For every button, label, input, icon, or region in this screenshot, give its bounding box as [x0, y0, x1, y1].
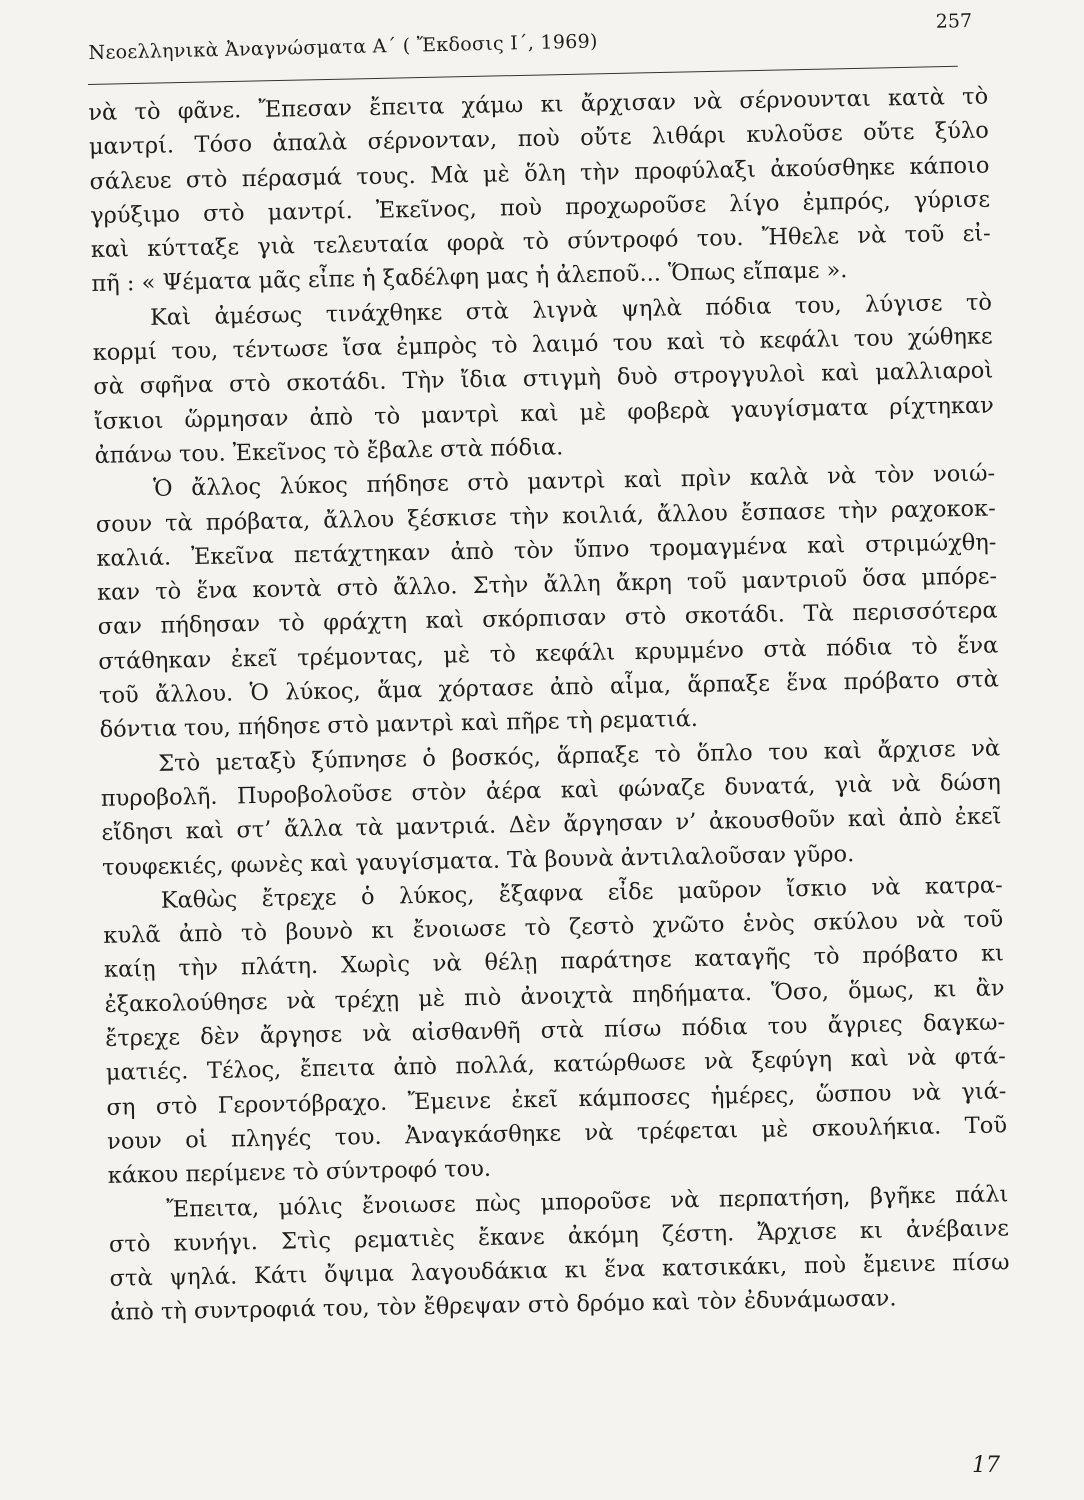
running-head — [88, 10, 979, 80]
text-line: πυροβολῆ. Πυροβολοῦσε στὸν ἀέρα καὶ φώναζε δυνατά, γιὰ νὰ δώση — [100, 769, 1001, 812]
body-text — [88, 80, 1010, 1331]
signature-mark: 17 — [972, 1453, 1000, 1478]
text-line: ση στὸ Γεροντόβραχο. Ἔμεινε ἐκεῖ κάμποσες ἡμέρες, ὥσπου νὰ γιά- — [106, 1077, 1007, 1121]
running-title: Νεοελληνικὰ Ἀναγνώσματα Α΄ ( Ἔκδοσις Ι΄, 1969) — [88, 30, 599, 64]
text-line: κορμί του, τέντωσε ἴσα ἐμπρὸς τὸ λαιμό του καὶ τὸ κεφάλι του χώθηκε — [92, 323, 993, 367]
text-line: τοῦ ἄλλου. Ὁ λύκος, ἅμα χόρτασε ἀπὸ αἷμα, ἅρπαξε ἕνα πρόβατο στὰ — [98, 666, 1000, 709]
text-line: ἴσκιοι ὥρμησαν ἀπὸ τὸ μαντρὶ καὶ μὲ φοβερὰ γαυγίσματα ρίχτηκαν — [93, 392, 995, 435]
text-line: ἔτρεχε δὲν ἄργησε νὰ αἰσθανθῆ στὰ πίσω πόδια του ἄγριες δαγκω- — [105, 1009, 1006, 1052]
text-line: καλιά. Ἐκεῖνα πετάχτηκαν ἀπὸ τὸν ὕπνο τρομαγμένα καὶ στριμώχθη- — [96, 529, 997, 572]
text-line: ἐξακολούθησε νὰ τρέχῃ μὲ πιὸ ἀνοιχτὰ πηδήματα. Ὅσο, ὅμως, κι ἂν — [104, 975, 1005, 1018]
text-line: νὰ τὸ φᾶνε. Ἔπεσαν ἔπειτα χάμω κι ἄρχισαν νὰ σέρνουνται κατὰ τὸ — [88, 83, 989, 126]
text-line: Ἔπειτα, μόλις ἔνοιωσε πὼς μποροῦσε νὰ περπατήση, βγῆκε πάλι — [166, 1180, 1009, 1223]
text-line: σουν τὰ πρόβατα, ἄλλου ξέσκισε τὴν κοιλιά, ἄλλου ἔσπασε τὴν ραχοκοκ- — [95, 495, 996, 538]
text-line: στὰ ψηλά. Κάτι ὄψιμα λαγουδάκια κι ἕνα κατσικάκι, ποὺ ἔμεινε πίσω — [109, 1249, 1010, 1292]
text-line: νουν οἱ πληγές του. Ἀναγκάσθηκε νὰ τρέφεται μὲ σκουλήκια. Τοῦ — [106, 1112, 1008, 1155]
text-line: στὸ κυνήγι. Στὶς ρεματιὲς ἔκανε ἀκόμη ζέστη. Ἄρχισε κι ἀνέβαινε — [108, 1215, 1010, 1258]
page-number: 257 — [935, 9, 973, 33]
text-line: τουφεκιές, φωνὲς καὶ γαυγίσματα. Τὰ βουνὰ ἀντιλαλοῦσαν γῦρο. — [101, 840, 855, 881]
text-line: στάθηκαν ἐκεῖ τρέμοντας, μὲ τὸ κεφάλι κρυμμένο στὰ πόδια τὸ ἕνα — [98, 632, 999, 675]
text-line: γρύξιμο στὸ μαντρί. Ἐκεῖνος, ποὺ προχωροῦσε λίγο ἐμπρός, γύρισε — [89, 186, 991, 229]
text-line: καν τὸ ἕνα κοντὰ στὸ ἄλλο. Στὴν ἄλλη ἄκρη τοῦ μαντριοῦ ὅσα μπόρε- — [96, 563, 998, 607]
text-line: ἀπὸ τὴ συντροφιά του, τὸν ἔθρεψαν στὸ δρόμο καὶ τὸν ἐδυνάμωσαν. — [110, 1285, 897, 1327]
text-line: εἴδησι καὶ στ’ ἄλλα τὰ μαντριά. Δὲν ἄργησαν ν’ ἀκουσθοῦν καὶ ἀπὸ ἐκεῖ — [101, 803, 1002, 847]
text-line: Καθὼς ἔτρεχε ὁ λύκος, ἔξαφνα εἶδε μαῦρον ἴσκιο νὰ κατρα- — [160, 872, 1003, 914]
text-line: καὶ κύτταξε γιὰ τελευταία φορὰ τὸ σύντροφό του. Ἤθελε νὰ τοῦ εἰ- — [90, 220, 991, 264]
text-line: καίῃ τὴν πλάτη. Χωρὶς νὰ θέλῃ παράτησε καταγῆς τὸ πρόβατο κι — [103, 940, 1005, 984]
text-line: κυλᾶ ἀπὸ τὸ βουνὸ κι ἔνοιωσε τὸ ζεστὸ χνῶτο ἑνὸς σκύλου νὰ τοῦ — [103, 906, 1004, 949]
text-line: σαν πήδησαν τὸ φράχτη καὶ σκόρπισαν στὸ σκοτάδι. Τὰ περισσότερα — [97, 597, 998, 641]
text-line: μαντρί. Τόσο ἁπαλὰ σέρνονταν, ποὺ οὔτε λιθάρι κυλοῦσε οὔτε ξύλο — [88, 117, 990, 161]
text-line: πῆ : « Ψέματα μᾶς εἶπε ἡ ξαδέλφη μας ἡ ἀλεποῦ... Ὅπως εἴπαμε ». — [91, 257, 848, 298]
text-line: ματιές. Τέλος, ἔπειτα ἀπὸ πολλά, κατώρθωσε νὰ ξεφύγη καὶ νὰ φτά- — [105, 1043, 1006, 1087]
text-line: Ὁ ἄλλος λύκος πήδησε στὸ μαντρὶ καὶ πρὶν καλὰ νὰ τὸν νοιώ- — [152, 460, 996, 503]
text-line: δόντια του, πήδησε στὸ μαντρὶ καὶ πῆρε τὴ ρεματιά. — [99, 706, 699, 744]
text-line: κάκου περίμενε τὸ σύντροφό του. — [107, 1155, 492, 1190]
text-line: ἀπάνω του. Ἐκεῖνος τὸ ἔβαλε στὰ πόδια. — [94, 434, 564, 469]
text-line: σάλευε στὸ πέρασμά τους. Μὰ μὲ ὅλη τὴν προφύλαξι ἀκούσθηκε κάποιο — [89, 152, 990, 195]
text-line: Καὶ ἀμέσως τινάχθηκε στὰ λιγνὰ ψηλὰ πόδια του, λύγισε τὸ — [149, 289, 993, 331]
text-line: σὰ σφῆνα στὸ σκοτάδι. Τὴν ἴδια στιγμὴ δυὸ στρογγυλοὶ καὶ μαλλιαροὶ — [93, 357, 994, 401]
text-line: Στὸ μεταξὺ ξύπνησε ὁ βοσκός, ἅρπαξε τὸ ὅπλο του καὶ ἄρχισε νὰ — [158, 735, 1001, 777]
